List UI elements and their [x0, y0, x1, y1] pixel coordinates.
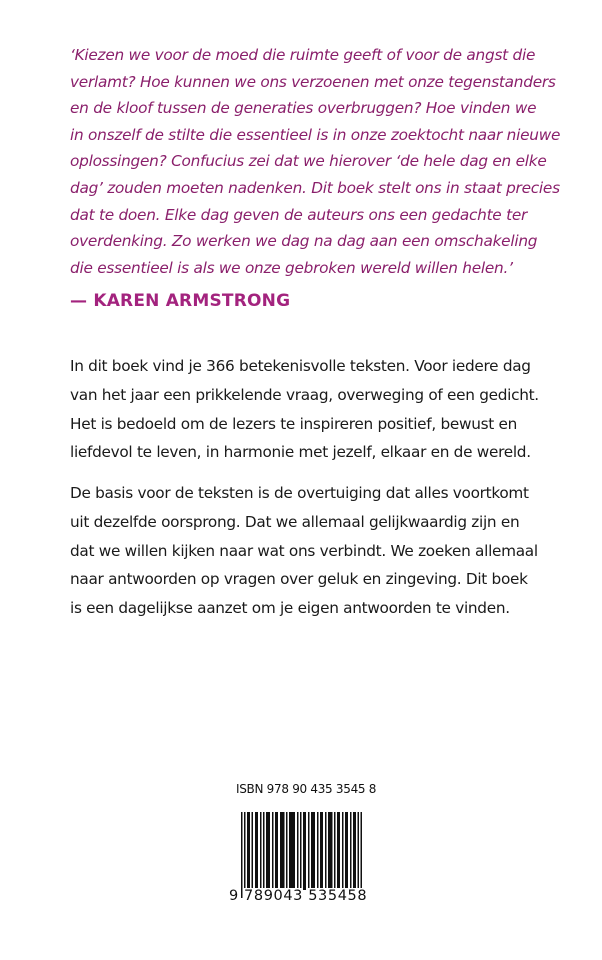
barcode-group-1: 789043	[244, 888, 303, 904]
barcode-number	[229, 888, 367, 904]
barcode-group-2: 535458	[308, 888, 368, 904]
quote-line: dag’ zouden moeten nadenken. Dit boek stelt ons in staat precies	[70, 178, 560, 197]
quote-block	[70, 42, 561, 281]
text-line: is een dagelijkse aanzet om je eigen antwoorden te vinden.	[70, 599, 510, 618]
quote-author: — KAREN ARMSTRONG	[70, 291, 291, 311]
text-line: In dit boek vind je 366 betekenisvolle teksten. Voor iedere dag	[70, 357, 531, 375]
quote-line: verlamt? Hoe kunnen we ons verzoenen met onze tegenstanders	[70, 72, 556, 91]
quote-line: oplossingen? Confucius zei dat we hierover ‘de hele dag en elke	[70, 152, 547, 171]
quote-line: die essentieel is als we onze gebroken wereld willen helen.’	[70, 258, 513, 277]
description-paragraph-1	[70, 352, 550, 467]
text-line: Het is bedoeld om de lezers te inspireren positief, bewust en	[70, 414, 518, 433]
barcode-lead-digit: 9	[229, 888, 239, 904]
quote-line: dat te doen. Elke dag geven de auteurs ons een gedachte ter	[70, 205, 528, 224]
text-line: dat we willen kijken naar wat ons verbindt. We zoeken allemaal	[70, 541, 538, 560]
text-line: naar antwoorden op vragen over geluk en zingeving. Dit boek	[70, 570, 528, 589]
text-line: De basis voor de teksten is de overtuiging dat alles voortkomt	[70, 484, 529, 502]
quote-line: overdenking. Zo werken we dag na dag aan een omschakeling	[70, 232, 538, 251]
quote-line: in onszelf de stilte die essentieel is in onze zoektocht naar nieuwe	[70, 125, 561, 144]
isbn-label: ISBN 978 90 435 3545 8	[236, 782, 377, 796]
quote-line: en de kloof tussen de generaties overbruggen? Hoe vinden we	[70, 99, 537, 118]
text-line: uit dezelfde oorsprong. Dat we allemaal gelijkwaardig zijn en	[70, 512, 520, 531]
quote-line: ‘Kiezen we voor de moed die ruimte geeft of voor de angst die	[70, 46, 536, 64]
barcode-icon	[241, 812, 362, 898]
text-line: van het jaar een prikkelende vraag, overweging of een gedicht.	[70, 385, 539, 404]
text-line: liefdevol te leven, in harmonie met jezelf, elkaar en de wereld.	[70, 443, 531, 462]
description-paragraph-2	[70, 479, 550, 623]
